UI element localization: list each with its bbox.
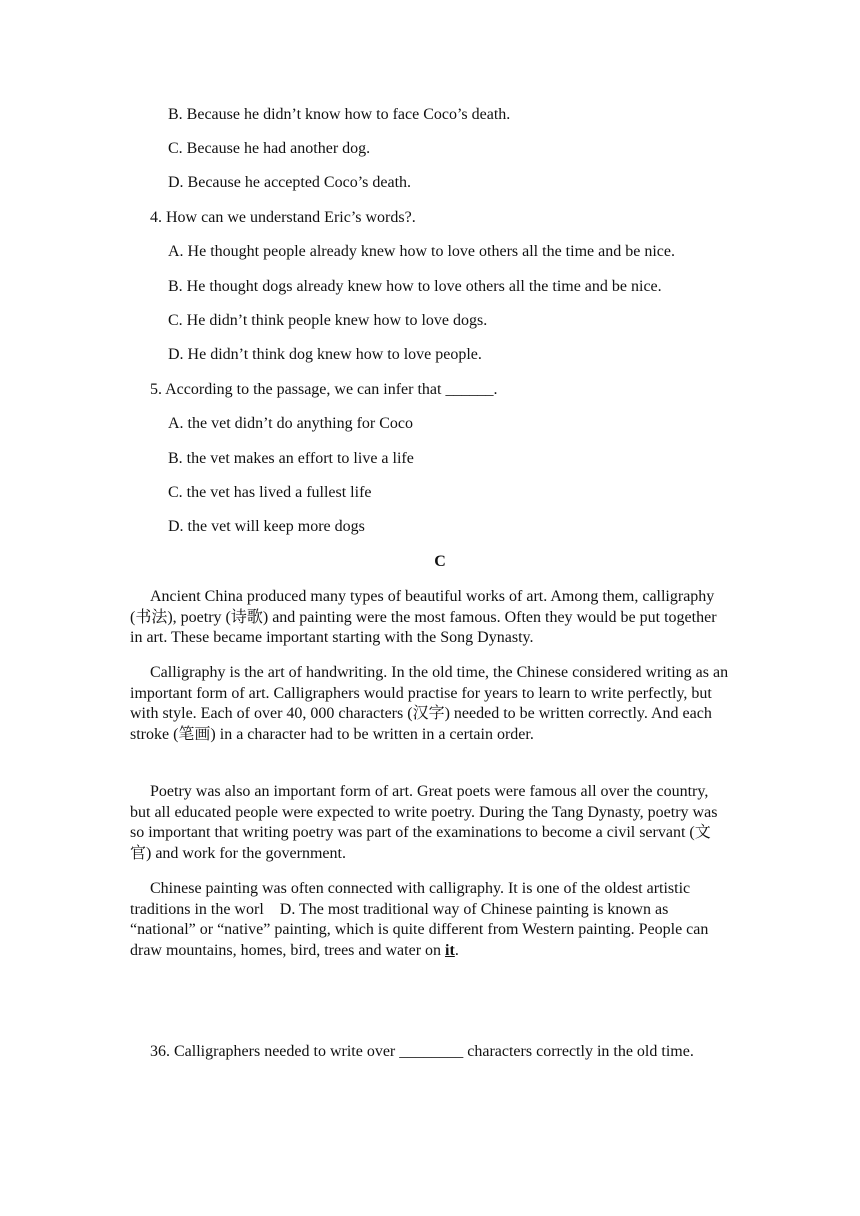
paragraph-4-end: . — [454, 941, 459, 959]
q36-question: 36. Calligraphers needed to write over ________ characters correctly in the old time. — [150, 1043, 694, 1060]
section-title: C — [434, 553, 446, 570]
paragraph-2-text: Calligraphy is the art of handwriting. In the old time, the Chinese considered writing as an important form of art. Calligraphers would practise for years to learn to write perfectly, but with style. Each of over 40, 000 characters (汉字) needed to be written correctly. And each stroke (笔画) in a character had to be written in a certain order. — [130, 664, 729, 743]
paragraph-1-text: Ancient China produced many types of beautiful works of art. Among them, calligraphy (书法), poetry (诗歌) and painting were the most famous. Often they would be put together in art. These became important starting with the Song Dynasty. — [130, 588, 717, 646]
passage-paragraph-2 — [130, 663, 730, 745]
q4-option-c: C. He didn’t think people knew how to love dogs. — [168, 312, 488, 329]
q4-question: 4. How can we understand Eric’s words?. — [150, 209, 416, 226]
paragraph-3-text: Poetry was also an important form of art. Great poets were famous all over the country, but all educated people were expected to write poetry. During the Tang Dynasty, poetry was so important that writing poetry was part of the examinations to become a civil servant (文官) and work for the government. — [130, 783, 718, 862]
q5-option-a: A. the vet didn’t do anything for Coco — [168, 415, 413, 432]
passage-paragraph-1 — [130, 587, 730, 649]
q3-option-d: D. Because he accepted Coco’s death. — [168, 174, 412, 191]
passage-paragraph-4 — [130, 879, 730, 961]
q5-option-b: B. the vet makes an effort to live a life — [168, 450, 414, 467]
q3-option-b: B. Because he didn’t know how to face Coco’s death. — [168, 106, 511, 123]
q4-option-a: A. He thought people already knew how to love others all the time and be nice. — [168, 243, 675, 260]
q4-option-d: D. He didn’t think dog knew how to love people. — [168, 346, 482, 363]
underlined-word-it: it — [445, 941, 455, 959]
q5-option-d: D. the vet will keep more dogs — [168, 518, 365, 535]
q4-option-b: B. He thought dogs already knew how to love others all the time and be nice. — [168, 278, 662, 295]
q3-option-c: C. Because he had another dog. — [168, 140, 371, 157]
q5-question: 5. According to the passage, we can infer that ______. — [150, 381, 498, 398]
passage-paragraph-3 — [130, 782, 730, 864]
q36-block — [130, 1042, 730, 1063]
paragraph-4-text — [130, 879, 730, 961]
q5-option-c: C. the vet has lived a fullest life — [168, 484, 372, 501]
paragraph-4-main: Chinese painting was often connected with calligraphy. It is one of the oldest artistic traditions in the worl D. The most traditional way of Chinese painting is known as “national” or “native” painting, which is quite different from Western painting. People can draw mountains, homes, bird, trees and water on — [130, 880, 713, 959]
